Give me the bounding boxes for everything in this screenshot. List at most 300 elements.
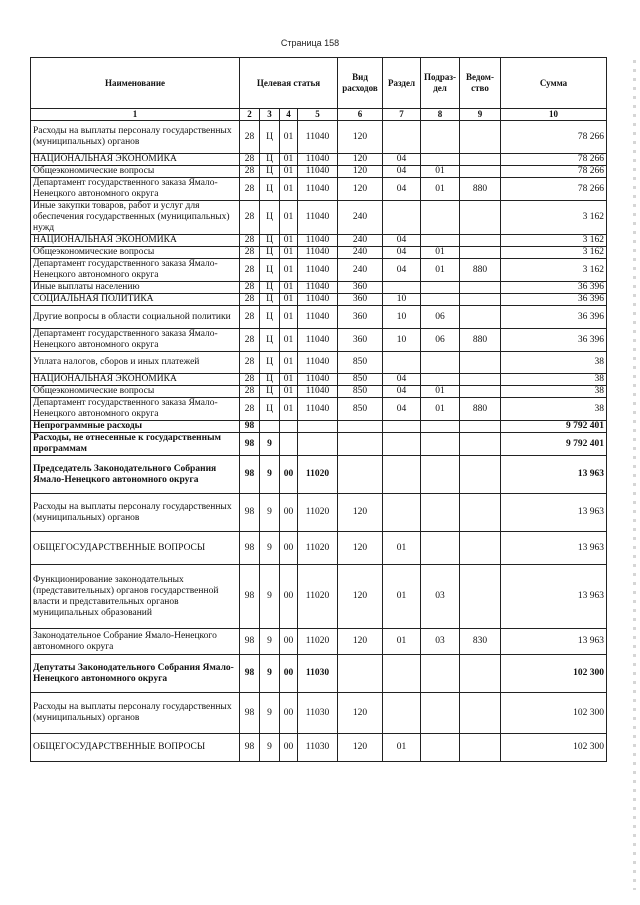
cell-c4: 11040 — [298, 386, 338, 398]
cell-c2: Ц — [260, 121, 280, 154]
cell-c4: 11040 — [298, 259, 338, 282]
cell-podrazdel — [421, 201, 460, 235]
table-row — [31, 235, 607, 247]
cell-name: Иные выплаты населению — [31, 282, 240, 294]
cell-c2: 9 — [260, 494, 280, 532]
index-cell: 4 — [280, 109, 298, 121]
cell-c2: 9 — [260, 532, 280, 565]
cell-name: СОЦИАЛЬНАЯ ПОЛИТИКА — [31, 294, 240, 306]
cell-ved — [460, 565, 501, 629]
cell-ved — [460, 386, 501, 398]
cell-c2: Ц — [260, 235, 280, 247]
cell-c4 — [298, 433, 338, 456]
cell-sum: 3 162 — [501, 235, 607, 247]
index-cell: 10 — [501, 109, 607, 121]
cell-vid: 360 — [338, 329, 383, 352]
cell-c1: 98 — [240, 494, 260, 532]
cell-razdel — [383, 494, 421, 532]
scan-edge-shadow — [633, 60, 636, 890]
cell-razdel: 01 — [383, 734, 421, 762]
cell-podrazdel: 01 — [421, 178, 460, 201]
cell-ved — [460, 294, 501, 306]
cell-c1: 98 — [240, 734, 260, 762]
cell-sum: 13 963 — [501, 565, 607, 629]
cell-sum: 13 963 — [501, 456, 607, 494]
cell-sum: 13 963 — [501, 494, 607, 532]
cell-c3: 01 — [280, 352, 298, 374]
cell-sum: 102 300 — [501, 693, 607, 734]
cell-vid: 120 — [338, 565, 383, 629]
cell-c4: 11020 — [298, 494, 338, 532]
cell-c1: 98 — [240, 655, 260, 693]
cell-c1: 98 — [240, 693, 260, 734]
cell-podrazdel: 01 — [421, 247, 460, 259]
table-row — [31, 247, 607, 259]
cell-c4: 11040 — [298, 329, 338, 352]
index-cell: 9 — [460, 109, 501, 121]
cell-podrazdel — [421, 532, 460, 565]
header-name: Наименование — [31, 58, 240, 109]
cell-name: Департамент государственного заказа Ямало-Ненецкого автономного округа — [31, 178, 240, 201]
cell-podrazdel — [421, 235, 460, 247]
cell-vid: 850 — [338, 352, 383, 374]
table-row — [31, 433, 607, 456]
cell-vid: 120 — [338, 494, 383, 532]
cell-razdel: 01 — [383, 565, 421, 629]
cell-razdel — [383, 352, 421, 374]
cell-c3: 01 — [280, 386, 298, 398]
cell-razdel — [383, 201, 421, 235]
cell-c3: 01 — [280, 247, 298, 259]
cell-sum: 3 162 — [501, 259, 607, 282]
cell-ved — [460, 456, 501, 494]
cell-c1: 98 — [240, 433, 260, 456]
cell-sum: 36 396 — [501, 282, 607, 294]
cell-c4: 11040 — [298, 374, 338, 386]
table-row — [31, 532, 607, 565]
table-row — [31, 629, 607, 655]
table-row — [31, 565, 607, 629]
cell-ved — [460, 532, 501, 565]
cell-sum: 38 — [501, 374, 607, 386]
cell-vid — [338, 655, 383, 693]
cell-razdel: 04 — [383, 386, 421, 398]
cell-c1: 98 — [240, 532, 260, 565]
cell-c1: 28 — [240, 352, 260, 374]
cell-ved — [460, 421, 501, 433]
cell-vid: 120 — [338, 734, 383, 762]
cell-c2: Ц — [260, 294, 280, 306]
cell-c3: 00 — [280, 532, 298, 565]
cell-c2: Ц — [260, 247, 280, 259]
table-row — [31, 166, 607, 178]
cell-c3: 00 — [280, 494, 298, 532]
header-amount: Сумма — [501, 58, 607, 109]
cell-c4: 11040 — [298, 306, 338, 329]
cell-c4: 11040 — [298, 352, 338, 374]
cell-c4: 11040 — [298, 154, 338, 166]
cell-c4: 11030 — [298, 734, 338, 762]
cell-sum: 102 300 — [501, 734, 607, 762]
table-row — [31, 693, 607, 734]
cell-ved — [460, 734, 501, 762]
cell-razdel — [383, 421, 421, 433]
cell-c3: 01 — [280, 201, 298, 235]
cell-vid: 240 — [338, 201, 383, 235]
cell-ved — [460, 352, 501, 374]
cell-razdel: 04 — [383, 247, 421, 259]
cell-c3: 01 — [280, 121, 298, 154]
cell-name: Расходы, не отнесенные к государственным программам — [31, 433, 240, 456]
cell-name: Департамент государственного заказа Ямало-Ненецкого автономного округа — [31, 398, 240, 421]
cell-c2: 9 — [260, 456, 280, 494]
cell-ved — [460, 247, 501, 259]
cell-name: Общеэкономические вопросы — [31, 166, 240, 178]
cell-podrazdel: 06 — [421, 306, 460, 329]
cell-podrazdel: 01 — [421, 259, 460, 282]
cell-name: Расходы на выплаты персоналу государственных (муниципальных) органов — [31, 494, 240, 532]
cell-c4: 11020 — [298, 629, 338, 655]
cell-sum: 36 396 — [501, 294, 607, 306]
cell-razdel — [383, 282, 421, 294]
index-cell: 6 — [338, 109, 383, 121]
table-row — [31, 421, 607, 433]
table-row — [31, 386, 607, 398]
cell-podrazdel: 03 — [421, 629, 460, 655]
table-row — [31, 655, 607, 693]
cell-c2: Ц — [260, 386, 280, 398]
cell-podrazdel: 06 — [421, 329, 460, 352]
cell-razdel: 04 — [383, 178, 421, 201]
table-row — [31, 456, 607, 494]
cell-razdel — [383, 693, 421, 734]
cell-razdel: 01 — [383, 629, 421, 655]
cell-c3: 01 — [280, 166, 298, 178]
table-row — [31, 329, 607, 352]
cell-name: Функционирование законодательных (представительных) органов государственной власти и представительных органов муниципальных образований — [31, 565, 240, 629]
cell-c4: 11020 — [298, 565, 338, 629]
cell-c1: 28 — [240, 398, 260, 421]
cell-name: Председатель Законодательного Собрания Ямало-Ненецкого автономного округа — [31, 456, 240, 494]
cell-vid: 120 — [338, 693, 383, 734]
cell-sum: 78 266 — [501, 178, 607, 201]
cell-c2: Ц — [260, 374, 280, 386]
cell-c3: 00 — [280, 693, 298, 734]
cell-c4: 11020 — [298, 456, 338, 494]
cell-sum: 9 792 401 — [501, 433, 607, 456]
table-row — [31, 494, 607, 532]
cell-c4: 11040 — [298, 247, 338, 259]
cell-c1: 28 — [240, 282, 260, 294]
cell-name: Другие вопросы в области социальной политики — [31, 306, 240, 329]
cell-ved — [460, 201, 501, 235]
cell-vid: 240 — [338, 247, 383, 259]
cell-c2: Ц — [260, 306, 280, 329]
column-index-row — [31, 109, 607, 121]
cell-name: Уплата налогов, сборов и иных платежей — [31, 352, 240, 374]
cell-name: Иные закупки товаров, работ и услуг для обеспечения государственных (муниципальных) нужд — [31, 201, 240, 235]
table-row — [31, 374, 607, 386]
cell-ved — [460, 121, 501, 154]
cell-podrazdel — [421, 374, 460, 386]
cell-name: НАЦИОНАЛЬНАЯ ЭКОНОМИКА — [31, 374, 240, 386]
cell-c2: 9 — [260, 629, 280, 655]
cell-c2: Ц — [260, 154, 280, 166]
cell-c3: 00 — [280, 655, 298, 693]
cell-c3: 00 — [280, 734, 298, 762]
header-row — [31, 58, 607, 109]
cell-c2: 9 — [260, 565, 280, 629]
cell-c4: 11030 — [298, 655, 338, 693]
cell-c2: Ц — [260, 201, 280, 235]
header-section: Раздел — [383, 58, 421, 109]
header-expense-type: Вид расходов — [338, 58, 383, 109]
cell-razdel — [383, 433, 421, 456]
cell-c4: 11040 — [298, 294, 338, 306]
cell-name: Непрограммные расходы — [31, 421, 240, 433]
cell-c2: Ц — [260, 329, 280, 352]
cell-ved — [460, 655, 501, 693]
cell-vid — [338, 456, 383, 494]
cell-podrazdel — [421, 282, 460, 294]
cell-vid: 120 — [338, 178, 383, 201]
cell-c2: Ц — [260, 282, 280, 294]
cell-razdel: 04 — [383, 154, 421, 166]
cell-razdel — [383, 456, 421, 494]
cell-c4: 11020 — [298, 532, 338, 565]
index-cell: 5 — [298, 109, 338, 121]
cell-name: ОБЩЕГОСУДАРСТВЕННЫЕ ВОПРОСЫ — [31, 532, 240, 565]
cell-c1: 98 — [240, 565, 260, 629]
cell-sum: 3 162 — [501, 201, 607, 235]
cell-c1: 28 — [240, 306, 260, 329]
cell-c3: 01 — [280, 294, 298, 306]
cell-vid: 850 — [338, 374, 383, 386]
cell-vid: 240 — [338, 235, 383, 247]
cell-vid — [338, 433, 383, 456]
table-row — [31, 352, 607, 374]
cell-sum: 3 162 — [501, 247, 607, 259]
table-body — [31, 121, 607, 762]
cell-sum: 36 396 — [501, 306, 607, 329]
cell-c3: 01 — [280, 329, 298, 352]
cell-vid — [338, 421, 383, 433]
cell-razdel: 10 — [383, 329, 421, 352]
table-row — [31, 306, 607, 329]
cell-name: Департамент государственного заказа Ямало-Ненецкого автономного округа — [31, 259, 240, 282]
cell-razdel: 04 — [383, 259, 421, 282]
cell-podrazdel — [421, 294, 460, 306]
cell-ved — [460, 433, 501, 456]
cell-ved — [460, 306, 501, 329]
cell-c3: 01 — [280, 398, 298, 421]
cell-name: Департамент государственного заказа Ямало-Ненецкого автономного округа — [31, 329, 240, 352]
cell-podrazdel — [421, 456, 460, 494]
cell-name: НАЦИОНАЛЬНАЯ ЭКОНОМИКА — [31, 235, 240, 247]
table-row — [31, 398, 607, 421]
table-row — [31, 282, 607, 294]
cell-name: Депутаты Законодательного Собрания Ямало-Ненецкого автономного округа — [31, 655, 240, 693]
cell-vid: 360 — [338, 294, 383, 306]
table-row — [31, 154, 607, 166]
cell-ved — [460, 166, 501, 178]
cell-c2: Ц — [260, 352, 280, 374]
cell-ved: 880 — [460, 259, 501, 282]
cell-name: Общеэкономические вопросы — [31, 247, 240, 259]
cell-sum: 38 — [501, 352, 607, 374]
cell-c1: 28 — [240, 329, 260, 352]
index-cell: 8 — [421, 109, 460, 121]
cell-c3: 01 — [280, 306, 298, 329]
cell-c3 — [280, 421, 298, 433]
cell-c4: 11040 — [298, 121, 338, 154]
cell-vid: 850 — [338, 386, 383, 398]
cell-podrazdel: 01 — [421, 386, 460, 398]
cell-c4: 11040 — [298, 235, 338, 247]
cell-ved: 880 — [460, 178, 501, 201]
cell-vid: 120 — [338, 629, 383, 655]
cell-c1: 28 — [240, 166, 260, 178]
cell-podrazdel — [421, 421, 460, 433]
cell-vid: 360 — [338, 306, 383, 329]
cell-c2: Ц — [260, 166, 280, 178]
cell-c1: 28 — [240, 294, 260, 306]
cell-c1: 28 — [240, 178, 260, 201]
cell-c4: 11040 — [298, 178, 338, 201]
cell-sum: 78 266 — [501, 154, 607, 166]
cell-c3: 01 — [280, 282, 298, 294]
index-cell: 2 — [240, 109, 260, 121]
table-row — [31, 294, 607, 306]
index-cell: 1 — [31, 109, 240, 121]
cell-vid: 240 — [338, 259, 383, 282]
cell-c2: Ц — [260, 398, 280, 421]
cell-vid: 120 — [338, 121, 383, 154]
table-row — [31, 121, 607, 154]
cell-c1: 98 — [240, 456, 260, 494]
cell-podrazdel: 01 — [421, 166, 460, 178]
cell-podrazdel — [421, 121, 460, 154]
cell-name: Расходы на выплаты персоналу государственных (муниципальных) органов — [31, 121, 240, 154]
cell-c4: 11030 — [298, 693, 338, 734]
cell-sum: 38 — [501, 386, 607, 398]
cell-razdel: 04 — [383, 166, 421, 178]
cell-ved — [460, 235, 501, 247]
cell-c4: 11040 — [298, 282, 338, 294]
cell-razdel: 10 — [383, 306, 421, 329]
cell-sum: 102 300 — [501, 655, 607, 693]
cell-c4 — [298, 421, 338, 433]
cell-name: ОБЩЕГОСУДАРСТВЕННЫЕ ВОПРОСЫ — [31, 734, 240, 762]
cell-c4: 11040 — [298, 398, 338, 421]
cell-sum: 13 963 — [501, 629, 607, 655]
cell-c1: 98 — [240, 421, 260, 433]
cell-c1: 28 — [240, 386, 260, 398]
cell-vid: 120 — [338, 166, 383, 178]
cell-c3: 00 — [280, 629, 298, 655]
cell-ved: 830 — [460, 629, 501, 655]
cell-c2 — [260, 421, 280, 433]
budget-table — [30, 57, 607, 762]
cell-c2: 9 — [260, 655, 280, 693]
cell-c1: 28 — [240, 154, 260, 166]
cell-podrazdel — [421, 433, 460, 456]
cell-podrazdel — [421, 655, 460, 693]
table-row — [31, 259, 607, 282]
cell-sum: 36 396 — [501, 329, 607, 352]
cell-vid: 120 — [338, 154, 383, 166]
cell-ved — [460, 282, 501, 294]
cell-c4: 11040 — [298, 166, 338, 178]
cell-name: Законодательное Собрание Ямало-Ненецкого автономного округа — [31, 629, 240, 655]
cell-razdel — [383, 655, 421, 693]
cell-ved — [460, 374, 501, 386]
cell-c1: 28 — [240, 374, 260, 386]
cell-name: Расходы на выплаты персоналу государственных (муниципальных) органов — [31, 693, 240, 734]
cell-c3: 00 — [280, 565, 298, 629]
cell-sum: 38 — [501, 398, 607, 421]
cell-c3 — [280, 433, 298, 456]
cell-c2: Ц — [260, 259, 280, 282]
cell-razdel: 10 — [383, 294, 421, 306]
cell-c3: 01 — [280, 154, 298, 166]
cell-ved — [460, 494, 501, 532]
header-department: Ведом-ство — [460, 58, 501, 109]
cell-podrazdel: 03 — [421, 565, 460, 629]
cell-podrazdel — [421, 154, 460, 166]
cell-c1: 28 — [240, 121, 260, 154]
cell-sum: 78 266 — [501, 121, 607, 154]
cell-c3: 01 — [280, 178, 298, 201]
cell-c1: 28 — [240, 247, 260, 259]
cell-c3: 01 — [280, 259, 298, 282]
cell-c1: 98 — [240, 629, 260, 655]
table-row — [31, 201, 607, 235]
cell-sum: 13 963 — [501, 532, 607, 565]
header-target-article: Целевая статья — [240, 58, 338, 109]
index-cell: 7 — [383, 109, 421, 121]
cell-vid: 850 — [338, 398, 383, 421]
header-subsection: Подраз-дел — [421, 58, 460, 109]
cell-sum: 78 266 — [501, 166, 607, 178]
cell-razdel: 04 — [383, 398, 421, 421]
cell-vid: 120 — [338, 532, 383, 565]
cell-ved — [460, 693, 501, 734]
cell-podrazdel — [421, 352, 460, 374]
page-number-label: Страница 158 — [280, 38, 340, 48]
cell-c1: 28 — [240, 259, 260, 282]
cell-podrazdel — [421, 494, 460, 532]
cell-podrazdel: 01 — [421, 398, 460, 421]
cell-name: НАЦИОНАЛЬНАЯ ЭКОНОМИКА — [31, 154, 240, 166]
table-row — [31, 734, 607, 762]
cell-name: Общеэкономические вопросы — [31, 386, 240, 398]
cell-vid: 360 — [338, 282, 383, 294]
cell-sum: 9 792 401 — [501, 421, 607, 433]
cell-c1: 28 — [240, 235, 260, 247]
cell-ved: 880 — [460, 329, 501, 352]
index-cell: 3 — [260, 109, 280, 121]
cell-c2: Ц — [260, 178, 280, 201]
cell-podrazdel — [421, 734, 460, 762]
cell-razdel: 04 — [383, 235, 421, 247]
cell-ved: 880 — [460, 398, 501, 421]
cell-c2: 9 — [260, 693, 280, 734]
cell-c4: 11040 — [298, 201, 338, 235]
cell-ved — [460, 154, 501, 166]
cell-c3: 01 — [280, 374, 298, 386]
cell-c3: 01 — [280, 235, 298, 247]
